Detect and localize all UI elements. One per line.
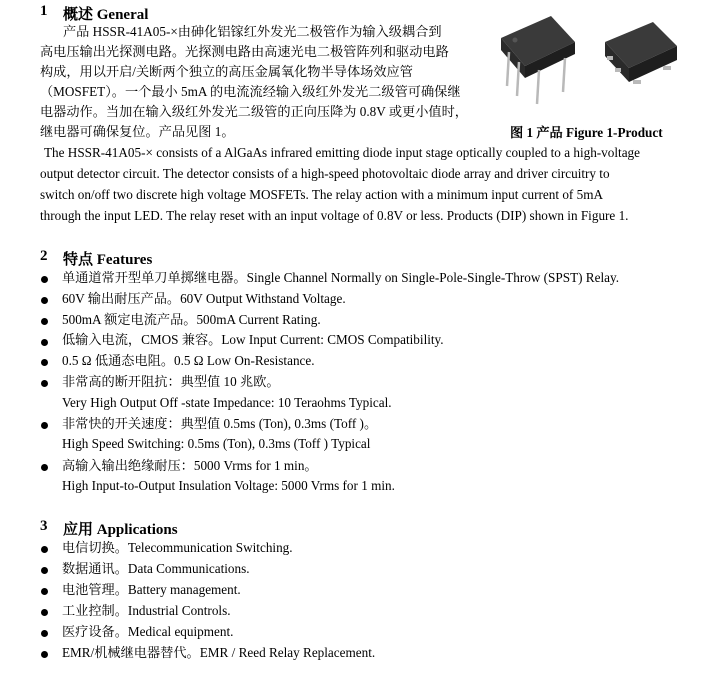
general-en-line: output detector circuit. The detector consists of a high-speed photovoltaic diode array and driver circuitry to	[40, 166, 610, 181]
general-cn-line: 电器动作。当加在输入级红外发光二级管的正向压降为 0.8V 或更小值时，	[40, 104, 468, 119]
general-cn-line: （MOSFET）。一个最小 5mA 的电流流经输入级红外发光二级管可确保继	[40, 84, 461, 99]
application-item: 数据通讯。Data Communications.	[62, 561, 250, 576]
bullet-icon	[41, 609, 48, 616]
application-item: 电信切换。Telecommunication Switching.	[62, 540, 293, 555]
feature-item: 500mA 额定电流产品。500mA Current Rating.	[62, 312, 321, 327]
dip-package-chip	[501, 16, 575, 104]
application-item: 医疗设备。Medical equipment.	[62, 624, 234, 639]
bullet-icon	[41, 339, 48, 346]
feature-item-sub: High Input-to-Output Insulation Voltage: 5000 Vrms for 1 min.	[62, 478, 395, 493]
section-3-number: 3	[40, 518, 48, 534]
general-en-line: The HSSR-41A05-× consists of a AlGaAs infrared emitting diode input stage optically coupled to a high-voltage	[44, 145, 640, 160]
feature-item: 60V 输出耐压产品。60V Output Withstand Voltage.	[62, 291, 346, 306]
feature-item: 低输入电流，CMOS 兼容。Low Input Current: CMOS Compatibility.	[62, 332, 444, 347]
application-item: EMR/机械继电器替代。EMR / Reed Relay Replacement.	[62, 645, 376, 660]
application-item: 电池管理。Battery management.	[62, 582, 241, 597]
application-item: 工业控制。Industrial Controls.	[62, 603, 231, 618]
feature-item: 单通道常开型单刀单掷继电器。Single Channel Normally on Single-Pole-Single-Throw (SPST) Relay.	[62, 270, 620, 285]
general-cn-line: 高电压输出光探测电路。光探测电路由高速光电二极管阵列和驱动电路	[40, 44, 449, 59]
bullet-icon	[41, 588, 48, 595]
bullet-icon	[41, 422, 48, 429]
feature-item: 非常快的开关速度：典型值 0.5ms (Ton), 0.3ms (Toff )。	[62, 416, 378, 431]
feature-item: 0.5 Ω 低通态电阻。0.5 Ω Low On-Resistance.	[62, 353, 315, 368]
bullet-icon	[41, 546, 48, 553]
bullet-icon	[41, 318, 48, 325]
bullet-icon	[41, 630, 48, 637]
smd-package-chip	[605, 22, 677, 84]
section-3-title: 应用 Applications	[63, 522, 178, 538]
bullet-icon	[41, 651, 48, 658]
general-en-line: switch on/off two discrete high voltage MOSFETs. The relay action with a minimum input current of 5mA	[40, 187, 603, 202]
general-en-line: through the input LED. The relay reset with an input voltage of 0.8V or less. Products (DIP) shown in Figure 1.	[40, 208, 629, 223]
bullet-icon	[41, 359, 48, 366]
feature-item-sub: High Speed Switching: 0.5ms (Ton), 0.3ms (Toff ) Typical	[62, 436, 371, 451]
section-2-number: 2	[40, 248, 48, 264]
bullet-icon	[41, 567, 48, 574]
general-cn-line: 产品 HSSR-41A05-×由砷化铝镓红外发光二极管作为输入级耦合到	[63, 24, 442, 39]
section-2-title: 特点 Features	[63, 252, 153, 268]
bullet-icon	[41, 297, 48, 304]
product-figure	[493, 4, 679, 122]
general-cn-line: 构成，用以开启/关断两个独立的高压金属氧化物半导体场效应管	[40, 64, 413, 79]
figure-caption: 图 1 产品 Figure 1-Product	[510, 125, 663, 140]
bullet-icon	[41, 380, 48, 387]
general-cn-line: 继电器可确保复位。产品见图 1。	[40, 124, 235, 139]
feature-item-sub: Very High Output Off -state Impedance: 10 Teraohms Typical.	[62, 395, 392, 410]
bullet-icon	[41, 464, 48, 471]
feature-item: 非常高的断开阻抗：典型值 10 兆欧。	[62, 374, 280, 389]
bullet-icon	[41, 276, 48, 283]
feature-item: 高输入输出绝缘耐压：5000 Vrms for 1 min。	[62, 458, 318, 473]
section-1-number: 1	[40, 3, 48, 19]
product-image	[493, 4, 679, 122]
section-1-title: 概述 General	[63, 7, 149, 23]
